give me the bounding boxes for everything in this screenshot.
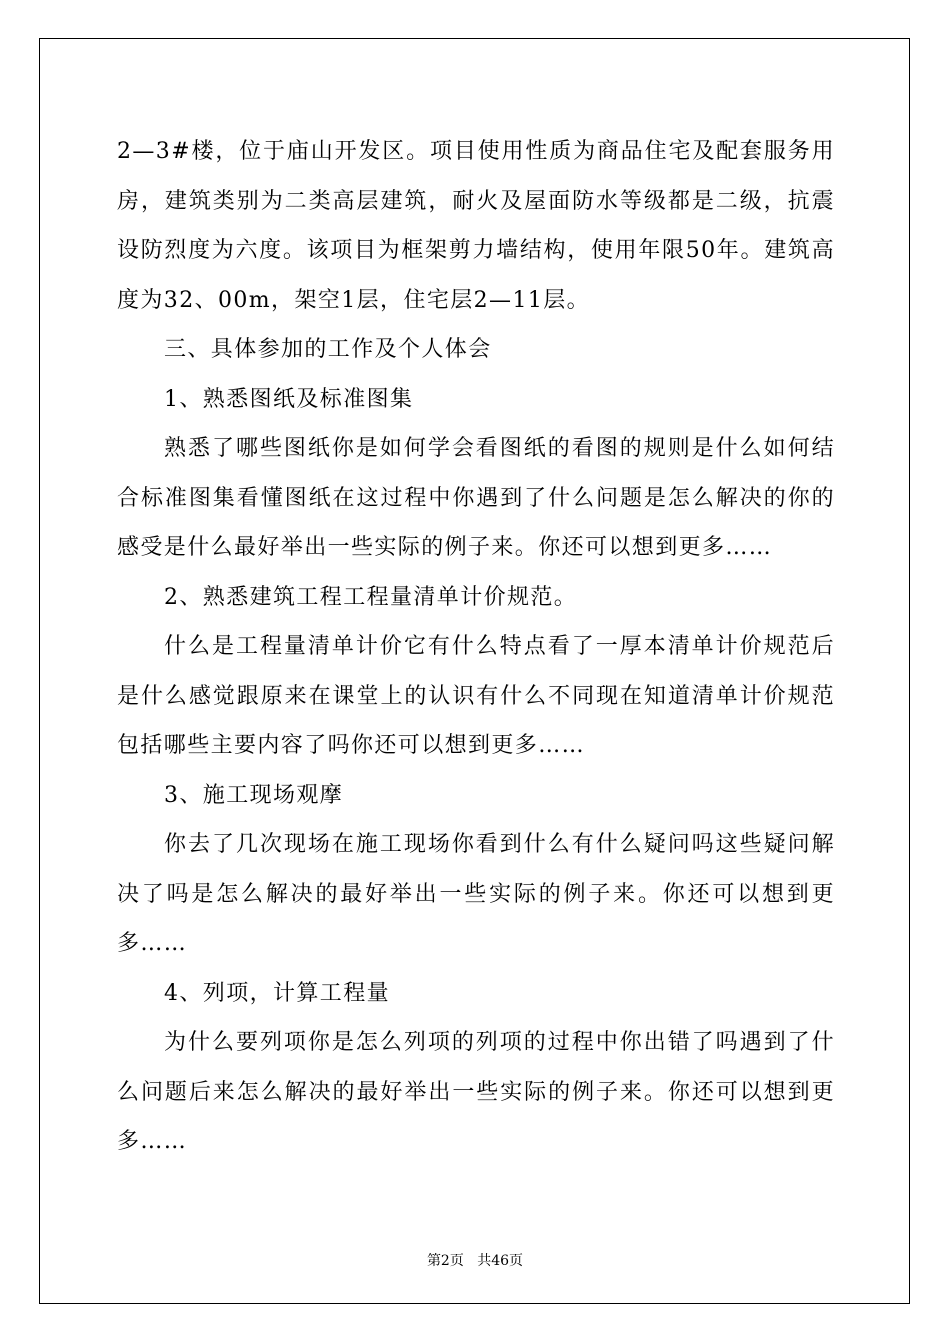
subheading-quantity-calculation: 4、列项，计算工程量 [164, 980, 390, 1006]
paragraph-drawings: 熟悉了哪些图纸你是如何学会看图纸的看图的规则是什么如何结合标准图集看懂图纸在这过程中你遇到了什么问题是怎么解决的你的感受是什么最好举出一些实际的例子来。你还可以想到更多…… [117, 436, 835, 560]
page-number: 第2页 [426, 1253, 464, 1269]
page-footer [0, 1250, 950, 1270]
paragraph-site-visit: 你去了几次现场在施工现场你看到什么有什么疑问吗这些疑问解决了吗是怎么解决的最好举出一些实际的例子来。你还可以想到更多…… [117, 832, 835, 956]
subheading-bill-of-quantities: 2、熟悉建筑工程工程量清单计价规范。 [164, 584, 578, 610]
subheading-drawings: 1、熟悉图纸及标准图集 [164, 386, 414, 412]
paragraph-project-overview: 2—3#楼，位于庙山开发区。项目使用性质为商品住宅及配套服务用房，建筑类别为二类高层建筑，耐火及屋面防水等级都是二级，抗震设防烈度为六度。该项目为框架剪力墙结构，使用年限50年。建筑高度为32、00m，架空1层，住宅层2—11层。 [117, 139, 835, 313]
page-total: 共46页 [477, 1253, 524, 1269]
section-heading-work-experience: 三、具体参加的工作及个人体会 [164, 337, 492, 362]
document-body [117, 127, 835, 1167]
subheading-site-visit: 3、施工现场观摩 [164, 782, 344, 808]
paragraph-quantity-calculation: 为什么要列项你是怎么列项的列项的过程中你出错了吗遇到了什么问题后来怎么解决的最好举出一些实际的例子来。你还可以想到更多…… [117, 1030, 835, 1154]
paragraph-bill-of-quantities: 什么是工程量清单计价它有什么特点看了一厚本清单计价规范后是什么感觉跟原来在课堂上的认识有什么不同现在知道清单计价规范包括哪些主要内容了吗你还可以想到更多…… [117, 634, 835, 758]
